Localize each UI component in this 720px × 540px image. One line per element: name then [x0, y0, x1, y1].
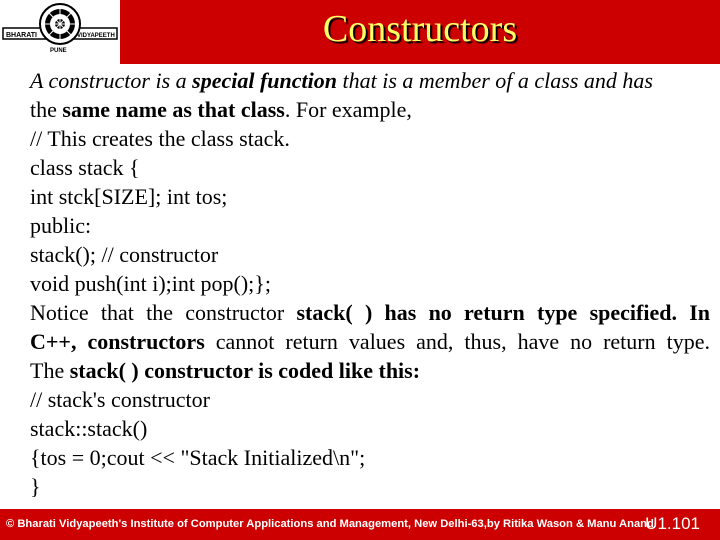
text-run: cannot return values and, thus, have no return type. [204, 329, 710, 354]
text-run: special function [192, 68, 337, 93]
logo-text-left: BHARATI [6, 32, 37, 39]
body-line: // stack's constructor [30, 387, 210, 412]
text-run: C++, constructors [30, 329, 205, 354]
body-line: {tos = 0;cout << "Stack Initialized\n"; [30, 445, 366, 470]
text-run: stack( ) constructor is coded like this: [69, 358, 421, 383]
text-run: The [30, 358, 70, 383]
body-line: stack(); // constructor [30, 242, 219, 267]
text-run: . For example, [284, 97, 412, 122]
footer-bar [0, 509, 720, 540]
text-run: A constructor is a [30, 68, 193, 93]
text-run: that is a member of a class and has [337, 68, 653, 93]
text-run: same name as that class [62, 97, 285, 122]
body-line: class stack { [30, 155, 140, 180]
logo-text-bottom: PUNE [50, 48, 67, 54]
text-run: the [30, 97, 63, 122]
slide-title: Constructors [322, 8, 518, 50]
body-line: // This creates the class stack. [30, 126, 290, 151]
page-number: U1.101 [645, 514, 700, 533]
body-line [30, 298, 710, 327]
institute-logo [0, 0, 120, 64]
footer-copyright: © Bharati Vidyapeeth's Institute of Computer Applications and Management, New Delhi-63,by Ritika Wason & Manu Anand [6, 518, 654, 530]
body-line: public: [30, 213, 92, 238]
text-run: stack( ) has no return type specified. In [296, 300, 710, 325]
body-line [30, 356, 710, 385]
text-run: Notice that the constructor [30, 300, 297, 325]
body-line [30, 327, 710, 356]
body-line [30, 95, 710, 124]
body-line: } [30, 474, 41, 499]
body-line: int stck[SIZE]; int tos; [30, 184, 228, 209]
body-line [30, 66, 710, 95]
logo-text-right: VIDYAPEETH [77, 33, 115, 39]
slide-body [30, 66, 710, 501]
body-line: void push(int i);int pop();}; [30, 271, 271, 296]
body-line: stack::stack() [30, 416, 148, 441]
